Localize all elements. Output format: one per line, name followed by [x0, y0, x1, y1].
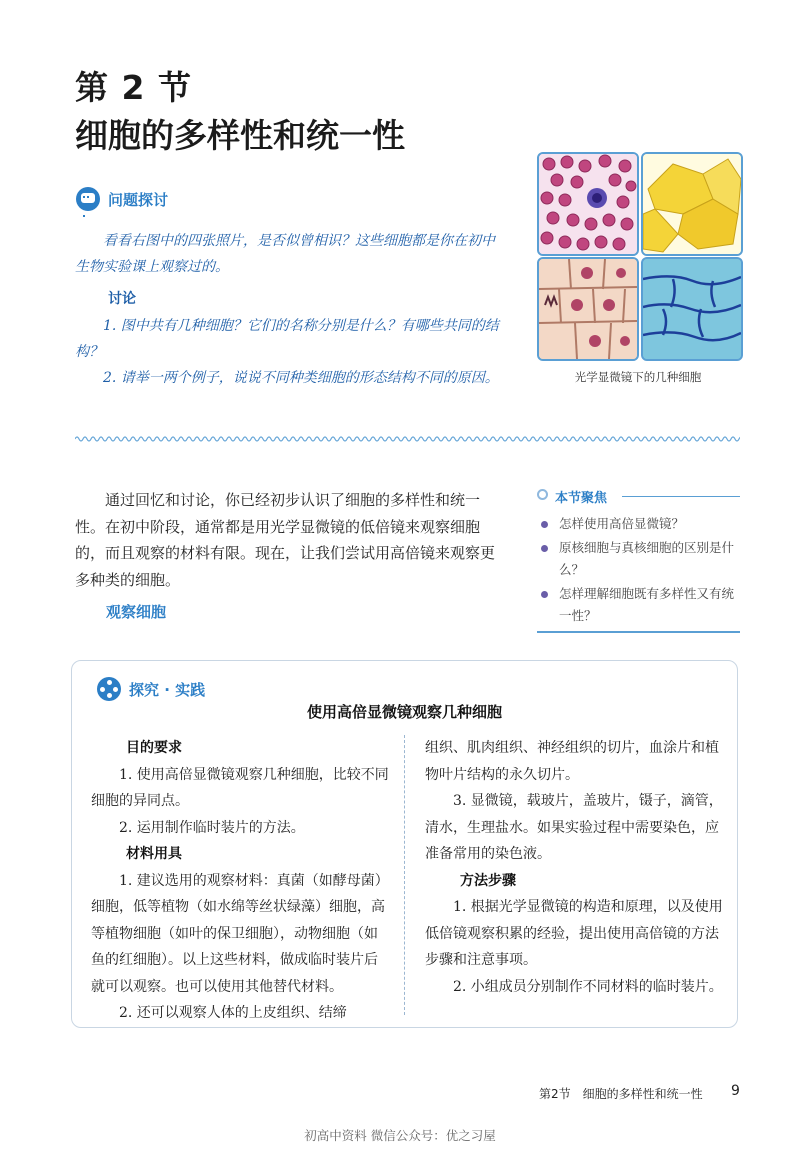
practice-left-column	[91, 735, 391, 1027]
intro-paragraph: 通过回忆和讨论，你已经初步认识了细胞的多样性和统一性。在初中阶段，通常都是用光学显微镜的低倍镜来观察细胞的，而且观察的材料有限。现在，让我们尝试用高倍镜来观察更多种类的细胞。	[75, 491, 496, 589]
focus-item: 原核细胞与真核细胞的区别是什么？	[537, 537, 742, 581]
discussion-heading: 讨论	[108, 291, 136, 307]
method-heading: 方法步骤	[460, 872, 516, 889]
practice-title: 使用高倍显微镜观察几种细胞	[306, 703, 502, 721]
leaf-cells-photo	[641, 257, 743, 361]
goal-item: 1. 使用高倍显微镜观察几种细胞，比较不同细胞的异同点。	[91, 766, 389, 809]
observe-heading: 观察细胞	[106, 603, 167, 621]
question-heading: 问题探讨	[108, 191, 169, 209]
section-title: 细胞的多样性和统一性	[75, 116, 405, 155]
watermark-text: 初高中资料 微信公众号：优之习屋	[304, 1128, 496, 1143]
focus-bottom-rule	[537, 631, 740, 633]
focus-divider	[622, 496, 740, 497]
goal-heading: 目的要求	[126, 740, 182, 756]
method-step: 2. 小组成员分别制作不同材料的临时装片。	[453, 978, 723, 995]
goal-item: 2. 运用制作临时装片的方法。	[119, 819, 305, 836]
page-number: 9	[731, 1083, 740, 1099]
bullet-icon	[541, 591, 548, 598]
focus-item: 怎样使用高倍显微镜？	[537, 513, 742, 535]
materials-item: 3. 显微镜，载玻片，盖玻片，镊子，滴管，清水，生理盐水。如果实验过程中需要染色，应准备常用的染色液。	[425, 793, 723, 862]
wavy-divider	[75, 432, 740, 446]
method-step: 1. 根据光学显微镜的构造和原理，以及使用低倍镜观察积累的经验，提出使用高倍镜的方法步骤和注意事项。	[425, 899, 723, 968]
materials-item-continued: 组织、肌肉组织、神经组织的切片，血涂片和植物叶片结构的永久切片。	[425, 740, 719, 783]
molecule-icon	[97, 677, 121, 701]
question-intro: 看看右图中的四张照片，是否似曾相识？这些细胞都是你在初中生物实验课上观察过的。	[75, 233, 495, 275]
column-divider	[404, 735, 405, 1015]
focus-heading: 本节聚焦	[555, 491, 608, 506]
blood-cells-photo	[537, 152, 639, 256]
onion-epidermis-photo	[641, 152, 743, 256]
photo-caption: 光学显微镜下的几种细胞	[574, 370, 702, 384]
bullet-icon	[541, 521, 548, 528]
footer-section-label: 第2节 细胞的多样性和统一性	[539, 1087, 703, 1101]
plant-cells-photo	[537, 257, 639, 361]
practice-right-column	[425, 735, 725, 1000]
materials-heading: 材料用具	[126, 846, 182, 862]
bullet-icon	[541, 545, 548, 552]
focus-item: 怎样理解细胞既有多样性又有统一性？	[537, 583, 742, 627]
section-number: 第 2 节	[75, 68, 192, 107]
discussion-item: 2. 请举一两个例子，说说不同种类细胞的形态结构不同的原因。	[103, 370, 499, 386]
discussion-item: 1. 图中共有几种细胞？它们的名称分别是什么？有哪些共同的结构？	[75, 318, 499, 360]
practice-heading: 探究 · 实践	[129, 681, 206, 699]
focus-list	[537, 513, 742, 629]
chat-bubble-icon	[76, 187, 100, 211]
materials-item: 2. 还可以观察人体的上皮组织、结缔	[119, 1005, 347, 1021]
materials-item: 1. 建议选用的观察材料：真菌（如酵母菌）细胞，低等植物（如水绵等丝状绿藻）细胞，高等植物细胞（如叶的保卫细胞），动物细胞（如鱼的红细胞）。以上这些材料，做成临时装片后就可以观察。也可以使用其他替代材料。	[91, 872, 389, 995]
